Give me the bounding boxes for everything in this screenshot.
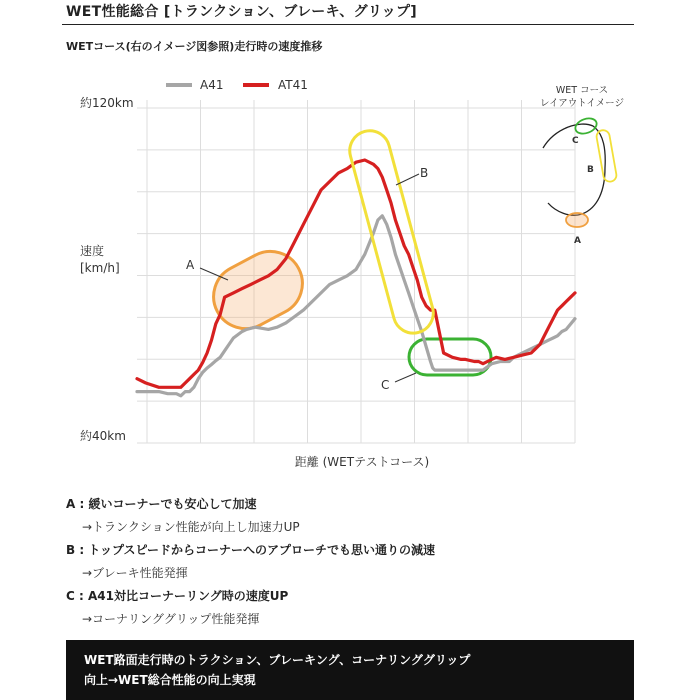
callout-b-label: B	[420, 166, 429, 180]
note-c-head: C : A41対比コーナーリング時の速度UP	[66, 589, 289, 603]
note-a-head: A : 緩いコーナーでも安心して加速	[66, 497, 257, 511]
chart-series	[137, 160, 575, 396]
footer-banner	[66, 640, 634, 700]
note-a	[66, 493, 626, 539]
legend-label-at41: AT41	[278, 78, 308, 92]
footer-line-2: 向上→WET総合性能の向上実現	[84, 673, 256, 687]
y-axis-bottom-label: 約40km	[80, 429, 126, 443]
chart-subtitle: WETコース(右のイメージ図参照)走行時の速度推移	[66, 40, 323, 53]
chart-grid	[137, 100, 575, 443]
highlight-region-a	[202, 240, 313, 340]
note-b	[66, 539, 626, 585]
callout-a-label: A	[186, 258, 195, 272]
course-map-highlight-b	[596, 129, 618, 182]
note-b-head: B : トップスピードからコーナーへのアプローチでも思い通りの減速	[66, 543, 435, 557]
note-a-sub: →トランクション性能が向上し加速力UP	[82, 520, 300, 534]
x-axis-title: 距離 (WETテストコース)	[294, 455, 430, 469]
course-map-title-2: レイアウトイメージ	[540, 98, 624, 109]
note-b-sub: →ブレーキ性能発揮	[82, 566, 188, 580]
course-map-label-b: B	[587, 165, 594, 175]
series-line-a41	[137, 216, 575, 396]
legend-label-a41: A41	[200, 78, 224, 92]
callout-c-label: C	[381, 378, 390, 392]
course-map-highlight-a	[566, 213, 588, 227]
course-map	[540, 85, 624, 246]
course-map-label-a: A	[574, 236, 581, 246]
course-map-highlight-c	[573, 116, 598, 137]
y-axis-top-label: 約120km	[80, 96, 134, 110]
highlight-region-b	[345, 126, 437, 337]
series-line-at41	[137, 160, 575, 387]
note-c-sub: →コーナリンググリップ性能発揮	[82, 612, 260, 626]
footer-line-1: WET路面走行時のトラクション、ブレーキング、コーナリンググリップ	[84, 653, 471, 667]
y-axis-title-line1: 速度	[80, 244, 105, 258]
callout-c-line	[395, 373, 416, 382]
chart-legend	[166, 78, 308, 92]
notes-list	[66, 493, 626, 631]
course-map-label-c: C	[572, 136, 579, 146]
course-map-title-1: WET コース	[555, 85, 609, 96]
page-title: WET性能総合 [トランクション、ブレーキ、グリップ]	[66, 4, 417, 20]
note-c	[66, 585, 626, 631]
y-axis-title-line2: [km/h]	[80, 261, 120, 275]
